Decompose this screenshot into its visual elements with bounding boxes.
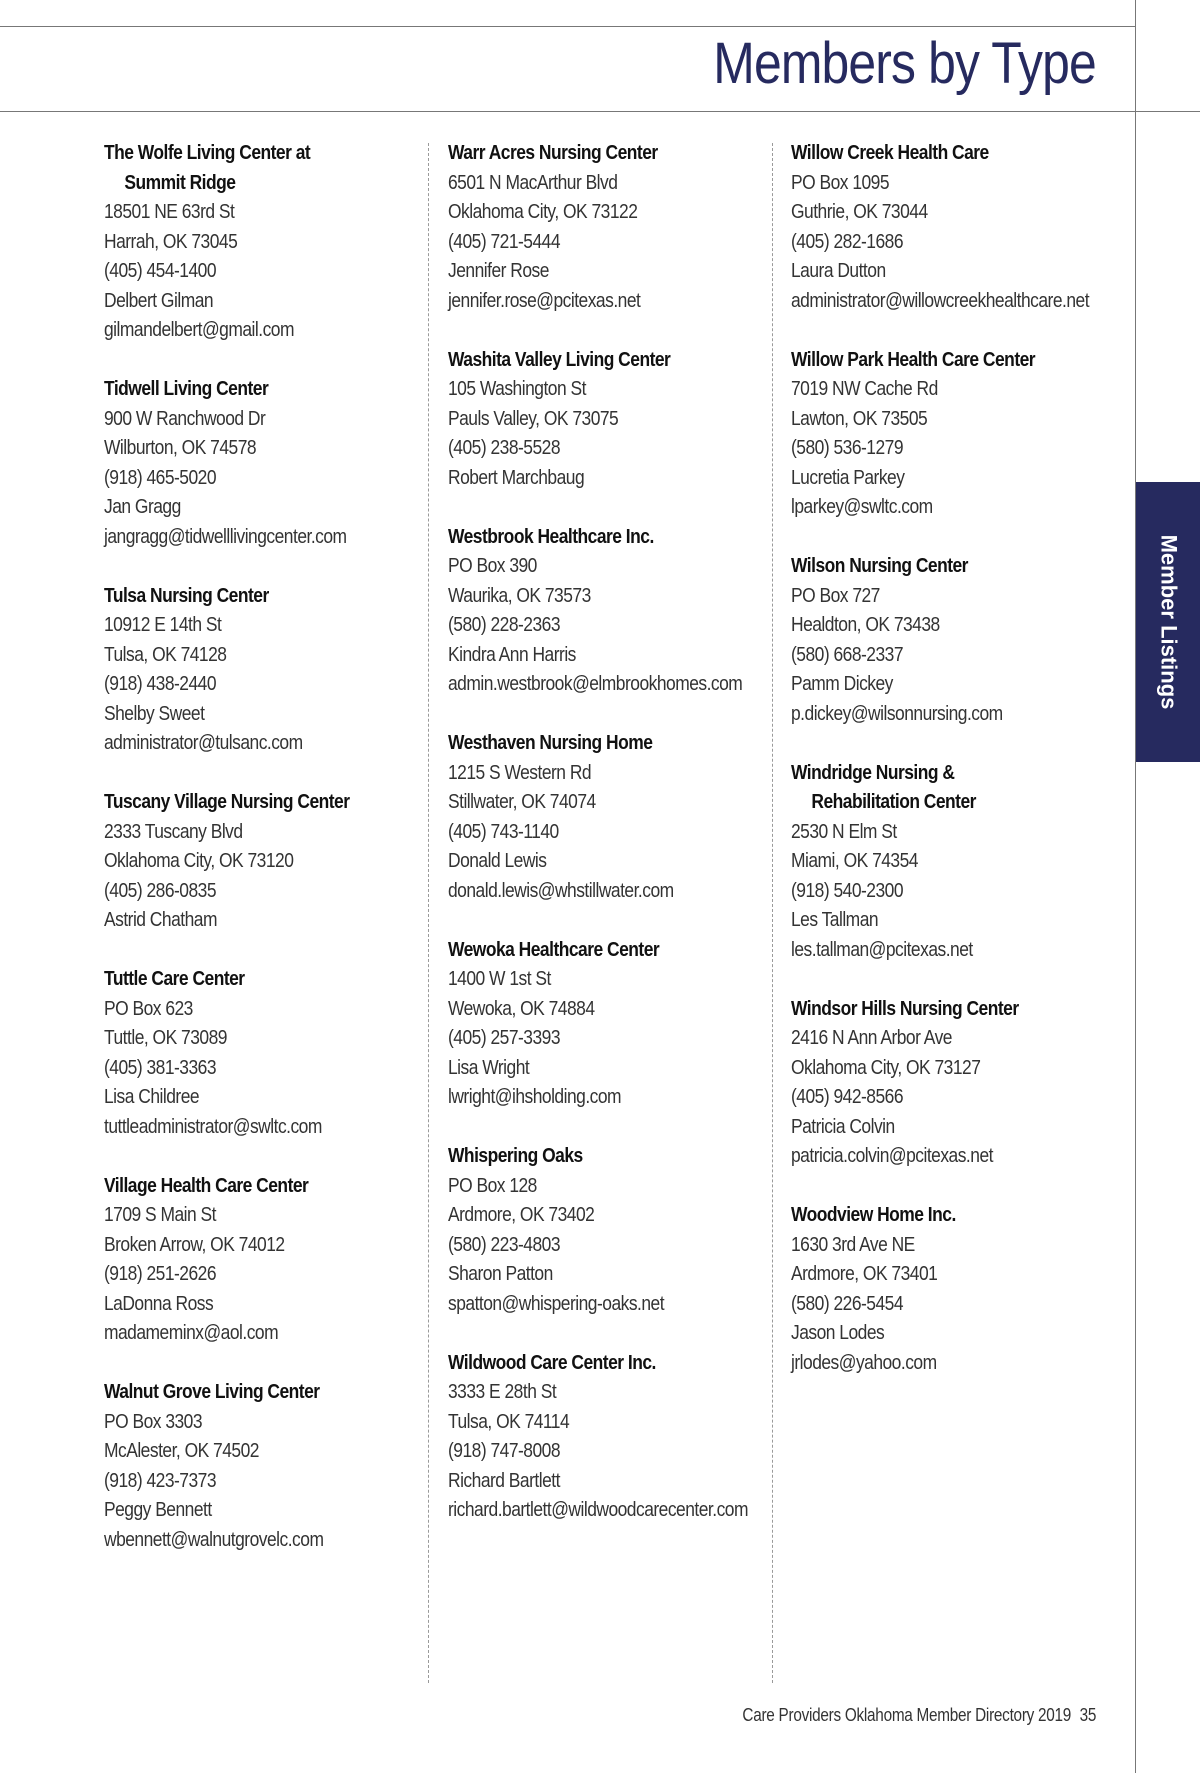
member-city: Oklahoma City, OK 73122 [448, 200, 638, 223]
member-name: Wildwood Care Center Inc. [448, 1350, 656, 1374]
member-entry [104, 787, 434, 935]
member-email: administrator@willowcreekhealthcare.net [791, 288, 1090, 312]
member-name: Tuttle Care Center [104, 967, 245, 990]
member-city: Tulsa, OK 74128 [104, 642, 227, 666]
member-phone: (580) 226-5454 [791, 1291, 904, 1315]
member-contact: Les Tallman [791, 908, 879, 931]
column-1 [104, 138, 434, 1584]
member-email: richard.bartlett@wildwoodcarecenter.com [448, 1498, 748, 1521]
member-name: Windridge Nursing & [791, 760, 955, 784]
member-email: administrator@tulsanc.com [104, 731, 303, 754]
member-city: Oklahoma City, OK 73127 [791, 1055, 981, 1079]
member-entry [791, 138, 1121, 315]
member-entry [791, 551, 1121, 728]
member-address: 7019 NW Cache Rd [791, 377, 938, 400]
member-contact: Kindra Ann Harris [448, 642, 576, 666]
member-phone: (405) 238-5528 [448, 436, 561, 459]
footer-publication: Care Providers Oklahoma Member Directory 2019 [742, 1705, 1071, 1725]
member-entry [448, 1141, 778, 1318]
member-phone: (918) 465-5020 [104, 465, 217, 489]
top-rule [0, 26, 1135, 27]
member-name: Willow Park Health Care Center [791, 347, 1036, 371]
member-entry [448, 345, 778, 493]
member-city: Harrah, OK 73045 [104, 229, 238, 253]
member-address: 18501 NE 63rd St [104, 200, 235, 223]
member-address: 1400 W 1st St [448, 967, 551, 990]
member-email: wbennett@walnutgrovelc.com [104, 1527, 324, 1551]
member-city: Stillwater, OK 74074 [448, 790, 596, 813]
member-phone: (580) 668-2337 [791, 642, 904, 666]
member-phone: (405) 743-1140 [448, 819, 559, 843]
member-name: Willow Creek Health Care [791, 141, 989, 164]
member-city: Oklahoma City, OK 73120 [104, 849, 294, 872]
member-contact: Robert Marchbaug [448, 465, 585, 489]
member-name: Warr Acres Nursing Center [448, 141, 658, 164]
member-name: Wewoka Healthcare Center [448, 937, 660, 961]
member-city: Broken Arrow, OK 74012 [104, 1232, 285, 1256]
right-margin-rule [1135, 0, 1136, 1773]
member-email: lwright@ihsholding.com [448, 1085, 622, 1108]
member-phone: (405) 454-1400 [104, 259, 217, 282]
member-address: 3333 E 28th St [448, 1380, 557, 1403]
member-phone: (405) 721-5444 [448, 229, 561, 253]
member-contact: Jason Lodes [791, 1321, 885, 1344]
member-name: Woodview Home Inc. [791, 1203, 956, 1226]
member-phone: (918) 423-7373 [104, 1468, 217, 1492]
page-footer [742, 1705, 1096, 1726]
member-contact: Pamm Dickey [791, 672, 893, 695]
member-email: p.dickey@wilsonnursing.com [791, 701, 1003, 725]
member-address: PO Box 727 [791, 583, 880, 607]
member-name: Tidwell Living Center [104, 377, 269, 400]
member-entry [791, 1200, 1121, 1377]
member-address: 2416 N Ann Arbor Ave [791, 1026, 952, 1049]
member-name: Walnut Grove Living Center [104, 1380, 320, 1403]
member-entry [448, 138, 778, 315]
member-contact: Lucretia Parkey [791, 465, 905, 489]
member-address: 1630 3rd Ave NE [791, 1232, 915, 1256]
member-city: Wilburton, OK 74578 [104, 436, 257, 459]
side-tab [1136, 482, 1200, 762]
member-phone: (405) 286-0835 [104, 878, 217, 902]
member-contact: Donald Lewis [448, 849, 547, 872]
member-address: 105 Washington St [448, 377, 586, 400]
member-city: Healdton, OK 73438 [791, 613, 940, 636]
member-contact: Shelby Sweet [104, 701, 205, 725]
column-3 [791, 138, 1121, 1407]
member-name: Windsor Hills Nursing Center [791, 996, 1019, 1020]
member-entry [104, 581, 434, 758]
member-address: 1709 S Main St [104, 1203, 217, 1226]
member-name: Westbrook Healthcare Inc. [448, 524, 654, 548]
member-entry [104, 138, 434, 345]
member-entry [104, 374, 434, 551]
member-address: PO Box 623 [104, 996, 193, 1020]
member-address: 1215 S Western Rd [448, 760, 592, 784]
page-title: Members by Type [713, 31, 1096, 96]
member-email: donald.lewis@whstillwater.com [448, 878, 674, 902]
member-email: madameminx@aol.com [104, 1321, 279, 1344]
member-phone: (405) 942-8566 [791, 1085, 904, 1108]
member-name: Whispering Oaks [448, 1144, 583, 1167]
member-email: spatton@whispering-oaks.net [448, 1291, 665, 1315]
member-contact: Patricia Colvin [791, 1114, 895, 1138]
side-tab-label: Member Listings [1156, 534, 1181, 710]
member-phone: (918) 540-2300 [791, 878, 904, 902]
member-name: Village Health Care Center [104, 1173, 309, 1197]
member-contact: Astrid Chatham [104, 908, 217, 931]
column-2 [448, 138, 778, 1554]
member-name: Rehabilitation Center [811, 790, 976, 813]
member-name: Summit Ridge [124, 170, 236, 194]
member-entry [448, 522, 778, 699]
member-contact: Lisa Childree [104, 1085, 200, 1108]
member-email: lparkey@swltc.com [791, 495, 933, 518]
member-city: Tuttle, OK 73089 [104, 1026, 227, 1049]
member-entry [791, 345, 1121, 522]
page-number: 35 [1079, 1705, 1096, 1725]
member-phone: (405) 282-1686 [791, 229, 904, 253]
member-email: les.tallman@pcitexas.net [791, 937, 973, 961]
member-city: Guthrie, OK 73044 [791, 200, 928, 223]
header-rule [0, 111, 1200, 112]
member-city: Pauls Valley, OK 73075 [448, 406, 619, 430]
member-email: jrlodes@yahoo.com [791, 1350, 937, 1374]
member-name: Tuscany Village Nursing Center [104, 790, 350, 813]
member-phone: (580) 536-1279 [791, 436, 904, 459]
member-address: PO Box 128 [448, 1173, 537, 1197]
member-entry [791, 994, 1121, 1171]
member-contact: Jan Gragg [104, 495, 181, 518]
member-city: Lawton, OK 73505 [791, 406, 928, 430]
member-address: 2530 N Elm St [791, 819, 897, 843]
member-address: 6501 N MacArthur Blvd [448, 170, 618, 194]
member-address: 10912 E 14th St [104, 613, 222, 636]
member-name: The Wolfe Living Center at [104, 141, 311, 164]
member-contact: LaDonna Ross [104, 1291, 214, 1315]
member-contact: Sharon Patton [448, 1262, 553, 1285]
member-email: admin.westbrook@elmbrookhomes.com [448, 672, 743, 695]
member-phone: (580) 228-2363 [448, 613, 561, 636]
member-phone: (918) 747-8008 [448, 1439, 561, 1462]
member-email: tuttleadministrator@swltc.com [104, 1114, 322, 1138]
member-address: PO Box 1095 [791, 170, 890, 194]
member-phone: (918) 251-2626 [104, 1262, 217, 1285]
member-contact: Lisa Wright [448, 1055, 530, 1079]
member-email: jangragg@tidwelllivingcenter.com [104, 524, 347, 548]
member-entry [448, 1348, 778, 1525]
member-city: Tulsa, OK 74114 [448, 1409, 570, 1433]
member-entry [448, 728, 778, 905]
member-name: Washita Valley Living Center [448, 347, 671, 371]
member-city: Waurika, OK 73573 [448, 583, 591, 607]
member-city: McAlester, OK 74502 [104, 1439, 259, 1462]
member-name: Westhaven Nursing Home [448, 731, 653, 754]
member-contact: Delbert Gilman [104, 288, 214, 312]
member-entry [104, 1171, 434, 1348]
member-address: PO Box 390 [448, 554, 537, 577]
member-entry [104, 964, 434, 1141]
member-contact: Peggy Bennett [104, 1498, 212, 1521]
member-contact: Laura Dutton [791, 259, 886, 282]
member-entry [791, 758, 1121, 965]
member-city: Miami, OK 74354 [791, 849, 918, 872]
member-address: 900 W Ranchwood Dr [104, 406, 266, 430]
member-email: gilmandelbert@gmail.com [104, 318, 294, 341]
member-phone: (580) 223-4803 [448, 1232, 561, 1256]
member-phone: (405) 257-3393 [448, 1026, 561, 1049]
member-name: Wilson Nursing Center [791, 554, 968, 577]
member-phone: (405) 381-3363 [104, 1055, 217, 1079]
member-address: PO Box 3303 [104, 1409, 203, 1433]
member-name: Tulsa Nursing Center [104, 583, 269, 607]
member-email: patricia.colvin@pcitexas.net [791, 1144, 993, 1167]
member-phone: (918) 438-2440 [104, 672, 217, 695]
member-city: Wewoka, OK 74884 [448, 996, 595, 1020]
member-contact: Richard Bartlett [448, 1468, 560, 1492]
member-email: jennifer.rose@pcitexas.net [448, 288, 641, 312]
member-city: Ardmore, OK 73402 [448, 1203, 595, 1226]
member-address: 2333 Tuscany Blvd [104, 819, 243, 843]
member-entry [448, 935, 778, 1112]
member-city: Ardmore, OK 73401 [791, 1262, 938, 1285]
member-contact: Jennifer Rose [448, 259, 549, 282]
member-entry [104, 1377, 434, 1554]
